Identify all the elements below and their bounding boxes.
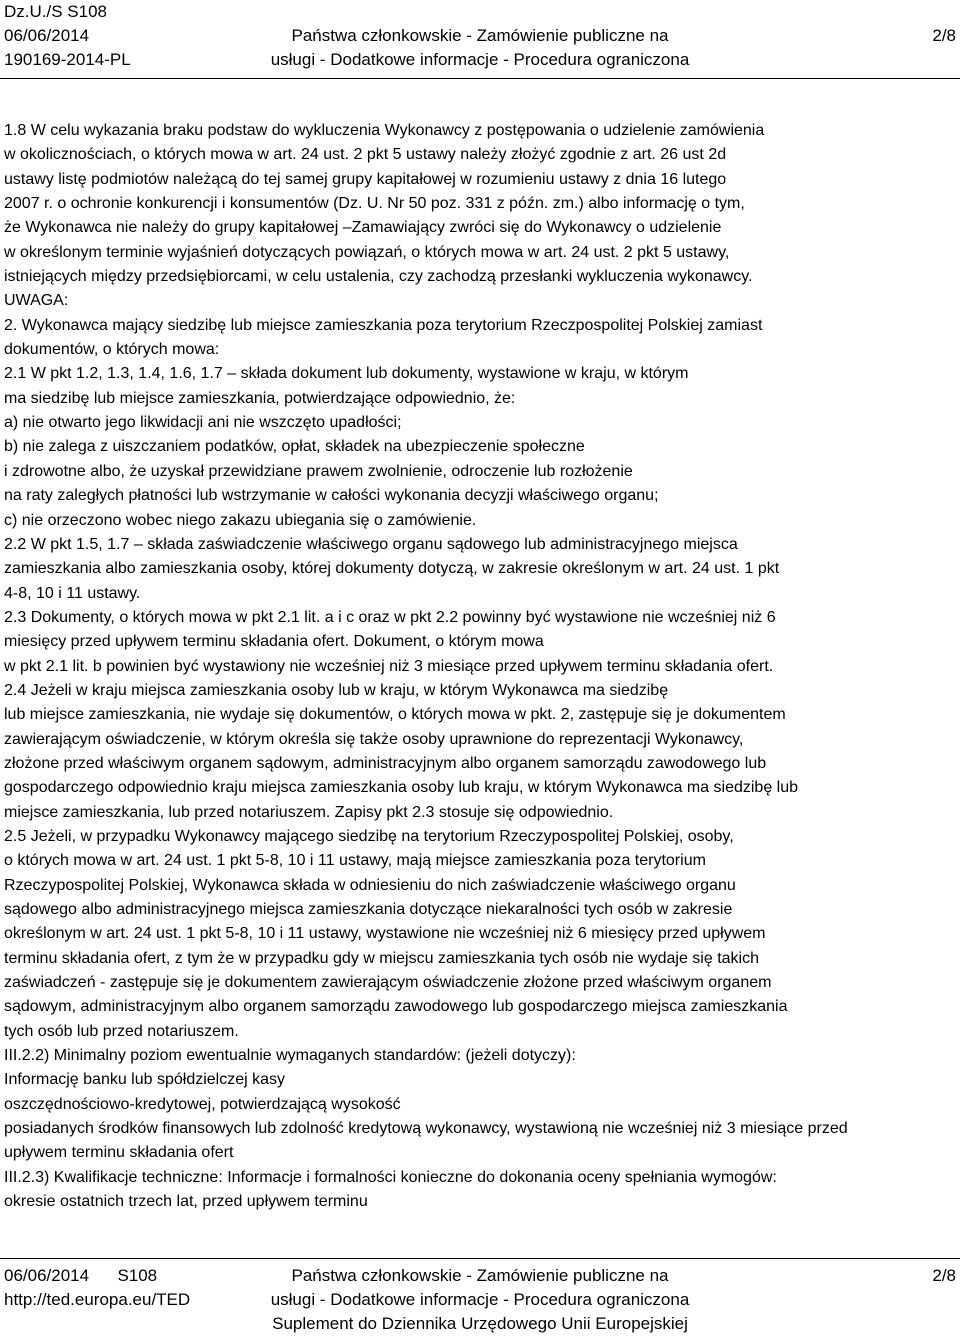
body-line: zamieszkania albo zamieszkania osoby, której dokumenty dotyczą, w zakresie określonym w art. 24 ust. 1 pkt (4, 560, 780, 578)
journal-reference: Dz.U./S S108 (4, 2, 107, 21)
body-line: dokumentów, o których mowa: (4, 341, 220, 359)
body-line: określonym w art. 24 ust. 1 pkt 5-8, 10 i 11 ustawy, wystawione nie wcześniej niż 6 miesięcy przed upływem (4, 925, 766, 943)
footer-url: http://ted.europa.eu/TED (4, 1290, 191, 1309)
document-id: 190169-2014-PL (4, 50, 131, 69)
header-title-line-1: Państwa członkowskie - Zamówienie publiczne na (291, 26, 669, 45)
header-page-number: 2/8 (932, 26, 956, 45)
header-title-line-2: usługi - Dodatkowe informacje - Procedura ograniczona (270, 50, 690, 69)
body-line: tych osób lub przed notariuszem. (4, 1022, 239, 1040)
page-header (0, 0, 960, 72)
page-footer (0, 1240, 960, 1334)
footer-date: 06/06/2014 (4, 1266, 90, 1285)
header-divider (0, 78, 960, 79)
body-line: sądowym, administracyjnym albo organem samorządu zawodowego lub gospodarczego miejsca zamieszkania (4, 998, 788, 1016)
footer-series: S108 (117, 1266, 158, 1285)
body-line: ma siedzibę lub miejsce zamieszkania, potwierdzające odpowiednio, że: (4, 389, 516, 407)
footer-title-line-3: Suplement do Dziennika Urzędowego Unii Europejskiej (272, 1314, 688, 1333)
body-line: III.2.2) Minimalny poziom ewentualnie wymaganych standardów: (jeżeli dotyczy): (4, 1047, 576, 1065)
footer-title-line-2: usługi - Dodatkowe informacje - Procedura ograniczona (270, 1290, 690, 1309)
footer-title (0, 1264, 960, 1336)
body-line: posiadanych środków finansowych lub zdolność kredytową wykonawcy, wystawioną nie wcześniej niż 3 miesiące przed (4, 1120, 848, 1138)
body-line: Rzeczypospolitej Polskiej, Wykonawca składa w odniesieniu do nich zaświadczenie właściwego organu (4, 876, 736, 894)
body-line: gospodarczego odpowiednio kraju miejsca zamieszkania osoby lub kraju, w którym Wykonawca ma siedzibę lub (4, 779, 799, 797)
body-line: ustawy listę podmiotów należącą do tej samej grupy kapitałowej w rozumieniu ustawy z dnia 16 lutego (4, 170, 727, 188)
body-line: na raty zaległych płatności lub wstrzymanie w całości wykonania decyzji właściwego organu; (4, 487, 659, 505)
body-line: 2.1 W pkt 1.2, 1.3, 1.4, 1.6, 1.7 – składa dokument lub dokumenty, wystawione w kraju, w którym (4, 365, 689, 383)
footer-divider (0, 1258, 960, 1259)
body-line: Informację banku lub spółdzielczej kasy (4, 1071, 286, 1089)
body-line: w pkt 2.1 lit. b powinien być wystawiony nie wcześniej niż 3 miesiące przed upływem terminu składania ofert. (4, 657, 774, 675)
body-line: 2.2 W pkt 1.5, 1.7 – składa zaświadczenie właściwego organu sądowego lub administracyjnego miejsca (4, 535, 738, 553)
body-line: zawierającym oświadczenie, w którym określa się także osoby uprawnione do reprezentacji Wykonawcy, (4, 730, 744, 748)
body-line: b) nie zalega z uiszczaniem podatków, opłat, składek na ubezpieczenie społeczne (4, 438, 585, 456)
body-line: 2.4 Jeżeli w kraju miejsca zamieszkania osoby lub w kraju, w którym Wykonawca ma siedzibę (4, 681, 669, 699)
body-line: miejsce zamieszkania, lub przed notariuszem. Zapisy pkt 2.3 stosuje się odpowiednio. (4, 803, 614, 821)
document-body (4, 119, 954, 1214)
body-line: w określonym terminie wyjaśnień dotyczących powiązań, o których mowa w art. 24 ust. 2 pkt 5 ustawy, (4, 243, 730, 261)
body-line: 2.3 Dokumenty, o których mowa w pkt 2.1 lit. a i c oraz w pkt 2.2 powinny być wystawione nie wcześniej niż 6 (4, 608, 776, 626)
body-line: 1.8 W celu wykazania braku podstaw do wykluczenia Wykonawcy z postępowania o udzielenie zamówienia (4, 122, 765, 139)
body-line: 2007 r. o ochronie konkurencji i konsumentów (Dz. U. Nr 50 poz. 331 z późn. zm.) albo informację o tym, (4, 195, 745, 213)
body-line: istniejących między przedsiębiorcami, w celu ustalenia, czy zachodzą przesłanki wykluczenia wykonawcy. (4, 268, 753, 286)
body-line: a) nie otwarto jego likwidacji ani nie wszczęto upadłości; (4, 414, 402, 432)
header-right (932, 24, 956, 48)
body-line: i zdrowotne albo, że uzyskał przewidziane prawem zwolnienie, odroczenie lub rozłożenie (4, 462, 633, 480)
body-line: zaświadczeń - zastępuje się je dokumentem zawierającym oświadczenie złożone przed właściwym organem (4, 974, 772, 992)
header-title (0, 24, 960, 72)
footer-title-line-1: Państwa członkowskie - Zamówienie publiczne na (291, 1266, 669, 1285)
body-line: sądowego albo administracyjnego miejsca zamieszkania dotyczące niekaralności tych osób w zakresie (4, 901, 733, 918)
body-line: III.2.3) Kwalifikacje techniczne: Informacje i formalności konieczne do dokonania oceny spełniania wymogów: (4, 1168, 777, 1186)
body-line: w okolicznościach, o których mowa w art. 24 ust. 2 pkt 5 ustawy należy złożyć zgodnie z art. 26 ust 2d (4, 146, 727, 164)
body-line: UWAGA: (4, 292, 69, 310)
body-line: o których mowa w art. 24 ust. 1 pkt 5-8, 10 i 11 ustawy, mają miejsce zamieszkania poza terytorium (4, 852, 706, 870)
footer-right (932, 1264, 956, 1288)
body-line: okresie ostatnich trzech lat, przed upływem terminu (4, 1193, 368, 1211)
body-line: upływem terminu składania ofert (4, 1144, 234, 1162)
body-line: lub miejsce zamieszkania, nie wydaje się dokumentów, o których mowa w pkt. 2, zastępuje się je dokumentem (4, 706, 786, 724)
footer-page-number: 2/8 (932, 1266, 956, 1285)
body-line: miesięcy przed upływem terminu składania ofert. Dokument, o którym mowa (4, 633, 544, 651)
body-line: oszczędnościowo-kredytowej, potwierdzającą wysokość (4, 1095, 401, 1113)
body-line: złożone przed właściwym organem sądowym, administracyjnym albo organem samorządu zawodowego lub (4, 754, 767, 772)
body-line: terminu składania ofert, z tym że w przypadku gdy w miejscu zamieszkania tych osób nie wydaje się takich (4, 949, 759, 967)
header-date: 06/06/2014 (4, 26, 90, 45)
body-line: 4-8, 10 i 11 ustawy. (4, 584, 141, 602)
body-line: że Wykonawca nie należy do grupy kapitałowej –Zamawiający zwróci się do Wykonawcy o udzielenie (4, 219, 722, 237)
body-line: 2.5 Jeżeli, w przypadku Wykonawcy mającego siedzibę na terytorium Rzeczypospolitej Polskiej, osoby, (4, 827, 734, 845)
body-line: 2. Wykonawca mający siedzibę lub miejsce zamieszkania poza terytorium Rzeczpospolitej Polskiej zamiast (4, 316, 763, 334)
body-line: c) nie orzeczono wobec niego zakazu ubiegania się o zamówienie. (4, 511, 477, 529)
